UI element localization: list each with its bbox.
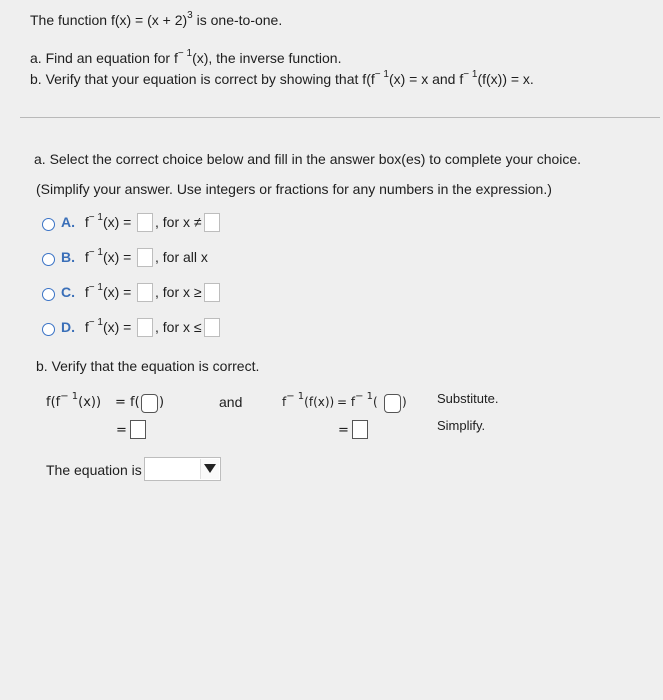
verify-right-equals-2: =	[338, 423, 349, 438]
right-eq-open: (	[373, 395, 378, 409]
choice-b-condition: , for all x	[155, 249, 208, 265]
part-b-text-4: = x and f	[405, 71, 464, 87]
left-simplify-box[interactable]	[130, 420, 146, 439]
choice-c-exponent: − 1	[88, 282, 103, 293]
section-a-instruction: a. Select the correct choice below and fill in the answer box(es) to complete your choice.	[34, 151, 582, 167]
right-eq-text: = f	[337, 395, 356, 409]
right-expr-text-end: (f(x))	[304, 395, 335, 409]
choice-d-exponent: − 1	[88, 317, 103, 328]
choice-b-radio[interactable]	[42, 253, 55, 266]
choice-b-exponent: − 1	[88, 247, 103, 258]
choice-a-func: f	[84, 214, 89, 230]
part-b-text-end: (f(x)) = x.	[477, 71, 534, 87]
choice-b-letter: B.	[61, 249, 75, 265]
choice-b-func: f	[84, 249, 89, 265]
choice-b-answer-box[interactable]	[137, 248, 153, 267]
choice-c-letter: C.	[61, 284, 75, 300]
chevron-down-icon[interactable]	[204, 464, 216, 473]
verify-left-close: )	[159, 395, 165, 410]
part-a-text: a. Find an equation for f	[30, 50, 178, 66]
statement-text: The function f(x) = (x + 2)	[30, 12, 188, 28]
part-b-text: b. Verify that your equation is correct by showing that f	[30, 71, 367, 87]
choice-c-arg: (x) =	[102, 284, 132, 300]
choice-b-arg: (x) =	[102, 249, 132, 265]
choice-b[interactable]	[61, 249, 131, 265]
part-b-exponent-1: − 1	[374, 69, 389, 80]
verify-left-expression	[46, 391, 102, 410]
choice-a-arg: (x) =	[102, 214, 132, 230]
section-b-title: b. Verify that the equation is correct.	[36, 358, 260, 374]
choice-c-condition-box[interactable]	[204, 283, 220, 302]
left-substitute-box[interactable]	[141, 394, 158, 413]
choice-d-arg: (x) =	[102, 319, 132, 335]
part-b-text-3: (x)	[388, 71, 406, 87]
part-b-text-2: (f	[366, 71, 375, 87]
simplify-label: Simplify.	[437, 418, 486, 433]
choice-a-exponent: − 1	[88, 212, 103, 223]
choice-d-condition-box[interactable]	[204, 318, 220, 337]
part-b-exponent-2: − 1	[463, 69, 478, 80]
left-expr-text-end: (x))	[78, 395, 102, 410]
and-label: and	[219, 394, 243, 410]
choice-d-letter: D.	[61, 319, 75, 335]
choice-c[interactable]	[61, 284, 131, 300]
verify-left-equals: = f(	[115, 395, 140, 410]
verify-left-equals-2: =	[116, 423, 127, 438]
verify-right-expression	[282, 391, 335, 409]
right-eq-exponent: − 1	[355, 391, 374, 402]
right-expr-exponent: − 1	[286, 391, 305, 402]
choice-c-condition: , for x ≥	[155, 284, 202, 300]
choice-d-radio[interactable]	[42, 323, 55, 336]
left-expr-exponent: − 1	[60, 391, 79, 402]
choice-a-letter: A.	[61, 214, 75, 230]
equation-status-dropdown[interactable]	[144, 457, 221, 481]
left-expr-text: f(f	[46, 395, 61, 410]
choice-a-answer-box[interactable]	[137, 213, 153, 232]
section-a-hint: (Simplify your answer. Use integers or fractions for any numbers in the expression.)	[36, 181, 552, 197]
choice-c-answer-box[interactable]	[137, 283, 153, 302]
choice-a[interactable]	[61, 214, 131, 230]
choice-c-func: f	[84, 284, 89, 300]
choice-c-radio[interactable]	[42, 288, 55, 301]
part-a-prompt	[30, 50, 341, 66]
right-simplify-box[interactable]	[352, 420, 368, 439]
choice-d-condition: , for x ≤	[155, 319, 202, 335]
right-substitute-box[interactable]	[384, 394, 401, 413]
equation-is-label: The equation is	[46, 462, 142, 478]
choice-d-func: f	[84, 319, 89, 335]
choice-d[interactable]	[61, 319, 131, 335]
substitute-label: Substitute.	[437, 391, 499, 406]
problem-statement	[30, 12, 282, 28]
verify-right-equals	[337, 391, 378, 409]
part-a-text-end: (x), the inverse function.	[192, 50, 342, 66]
verify-right-close: )	[402, 395, 407, 409]
divider	[20, 117, 660, 118]
choice-a-radio[interactable]	[42, 218, 55, 231]
statement-text-end: is one-to-one.	[192, 12, 283, 28]
right-expr-text: f	[282, 395, 287, 409]
part-a-exponent: − 1	[177, 48, 193, 59]
choice-d-answer-box[interactable]	[137, 318, 153, 337]
statement-exponent: 3	[187, 10, 193, 21]
part-b-prompt	[30, 71, 534, 87]
choice-a-condition-box[interactable]	[204, 213, 220, 232]
choice-a-condition: , for x ≠	[155, 214, 202, 230]
